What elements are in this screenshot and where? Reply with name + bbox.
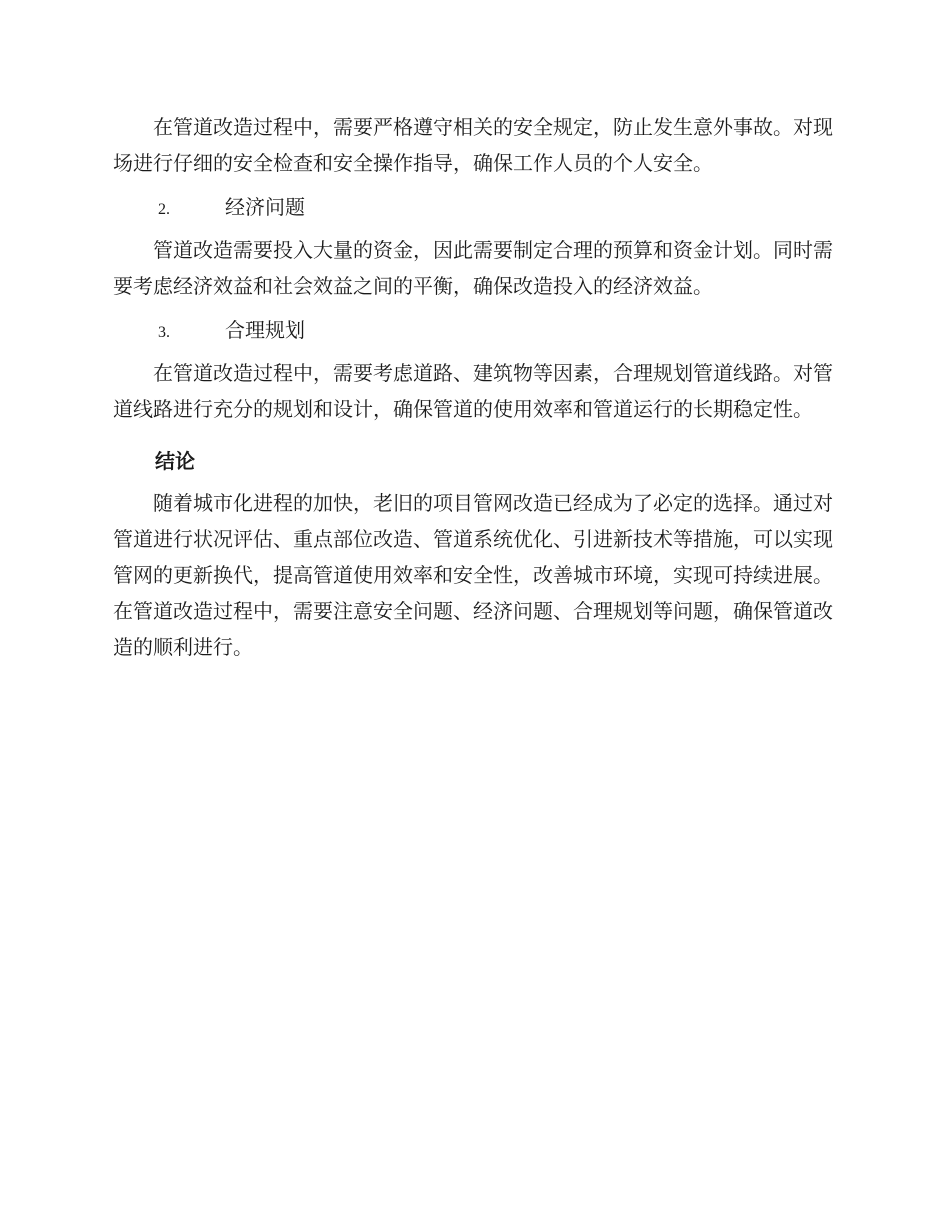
list-item-title: 经济问题 [225,195,305,219]
safety-paragraph: 在管道改造过程中，需要严格遵守相关的安全规定，防止发生意外事故。对现场进行仔细的安全检查和安全操作指导，确保工作人员的个人安全。 [113,115,833,175]
list-item-title: 合理规划 [225,318,305,342]
document-page [113,109,833,665]
planning-paragraph: 在管道改造过程中，需要考虑道路、建筑物等因素，合理规划管道线路。对管道线路进行充分的规划和设计，确保管道的使用效率和管道运行的长期稳定性。 [113,361,833,421]
list-item-planning [113,312,833,348]
economic-paragraph: 管道改造需要投入大量的资金，因此需要制定合理的预算和资金计划。同时需要考虑经济效益和社会效益之间的平衡，确保改造投入的经济效益。 [113,238,833,298]
list-item-number: 2. [158,201,170,218]
conclusion-heading: 结论 [155,449,195,473]
list-item-economic [113,189,833,225]
list-item-number: 3. [158,324,170,341]
conclusion-paragraph: 随着城市化进程的加快，老旧的项目管网改造已经成为了必定的选择。通过对管道进行状况评估、重点部位改造、管道系统优化、引进新技术等措施，可以实现管网的更新换代，提高管道使用效率和安全性，改善城市环境，实现可持续进展。在管道改造过程中，需要注意安全问题、经济问题、合理规划等问题，确保管道改造的顺利进行。 [113,491,833,659]
